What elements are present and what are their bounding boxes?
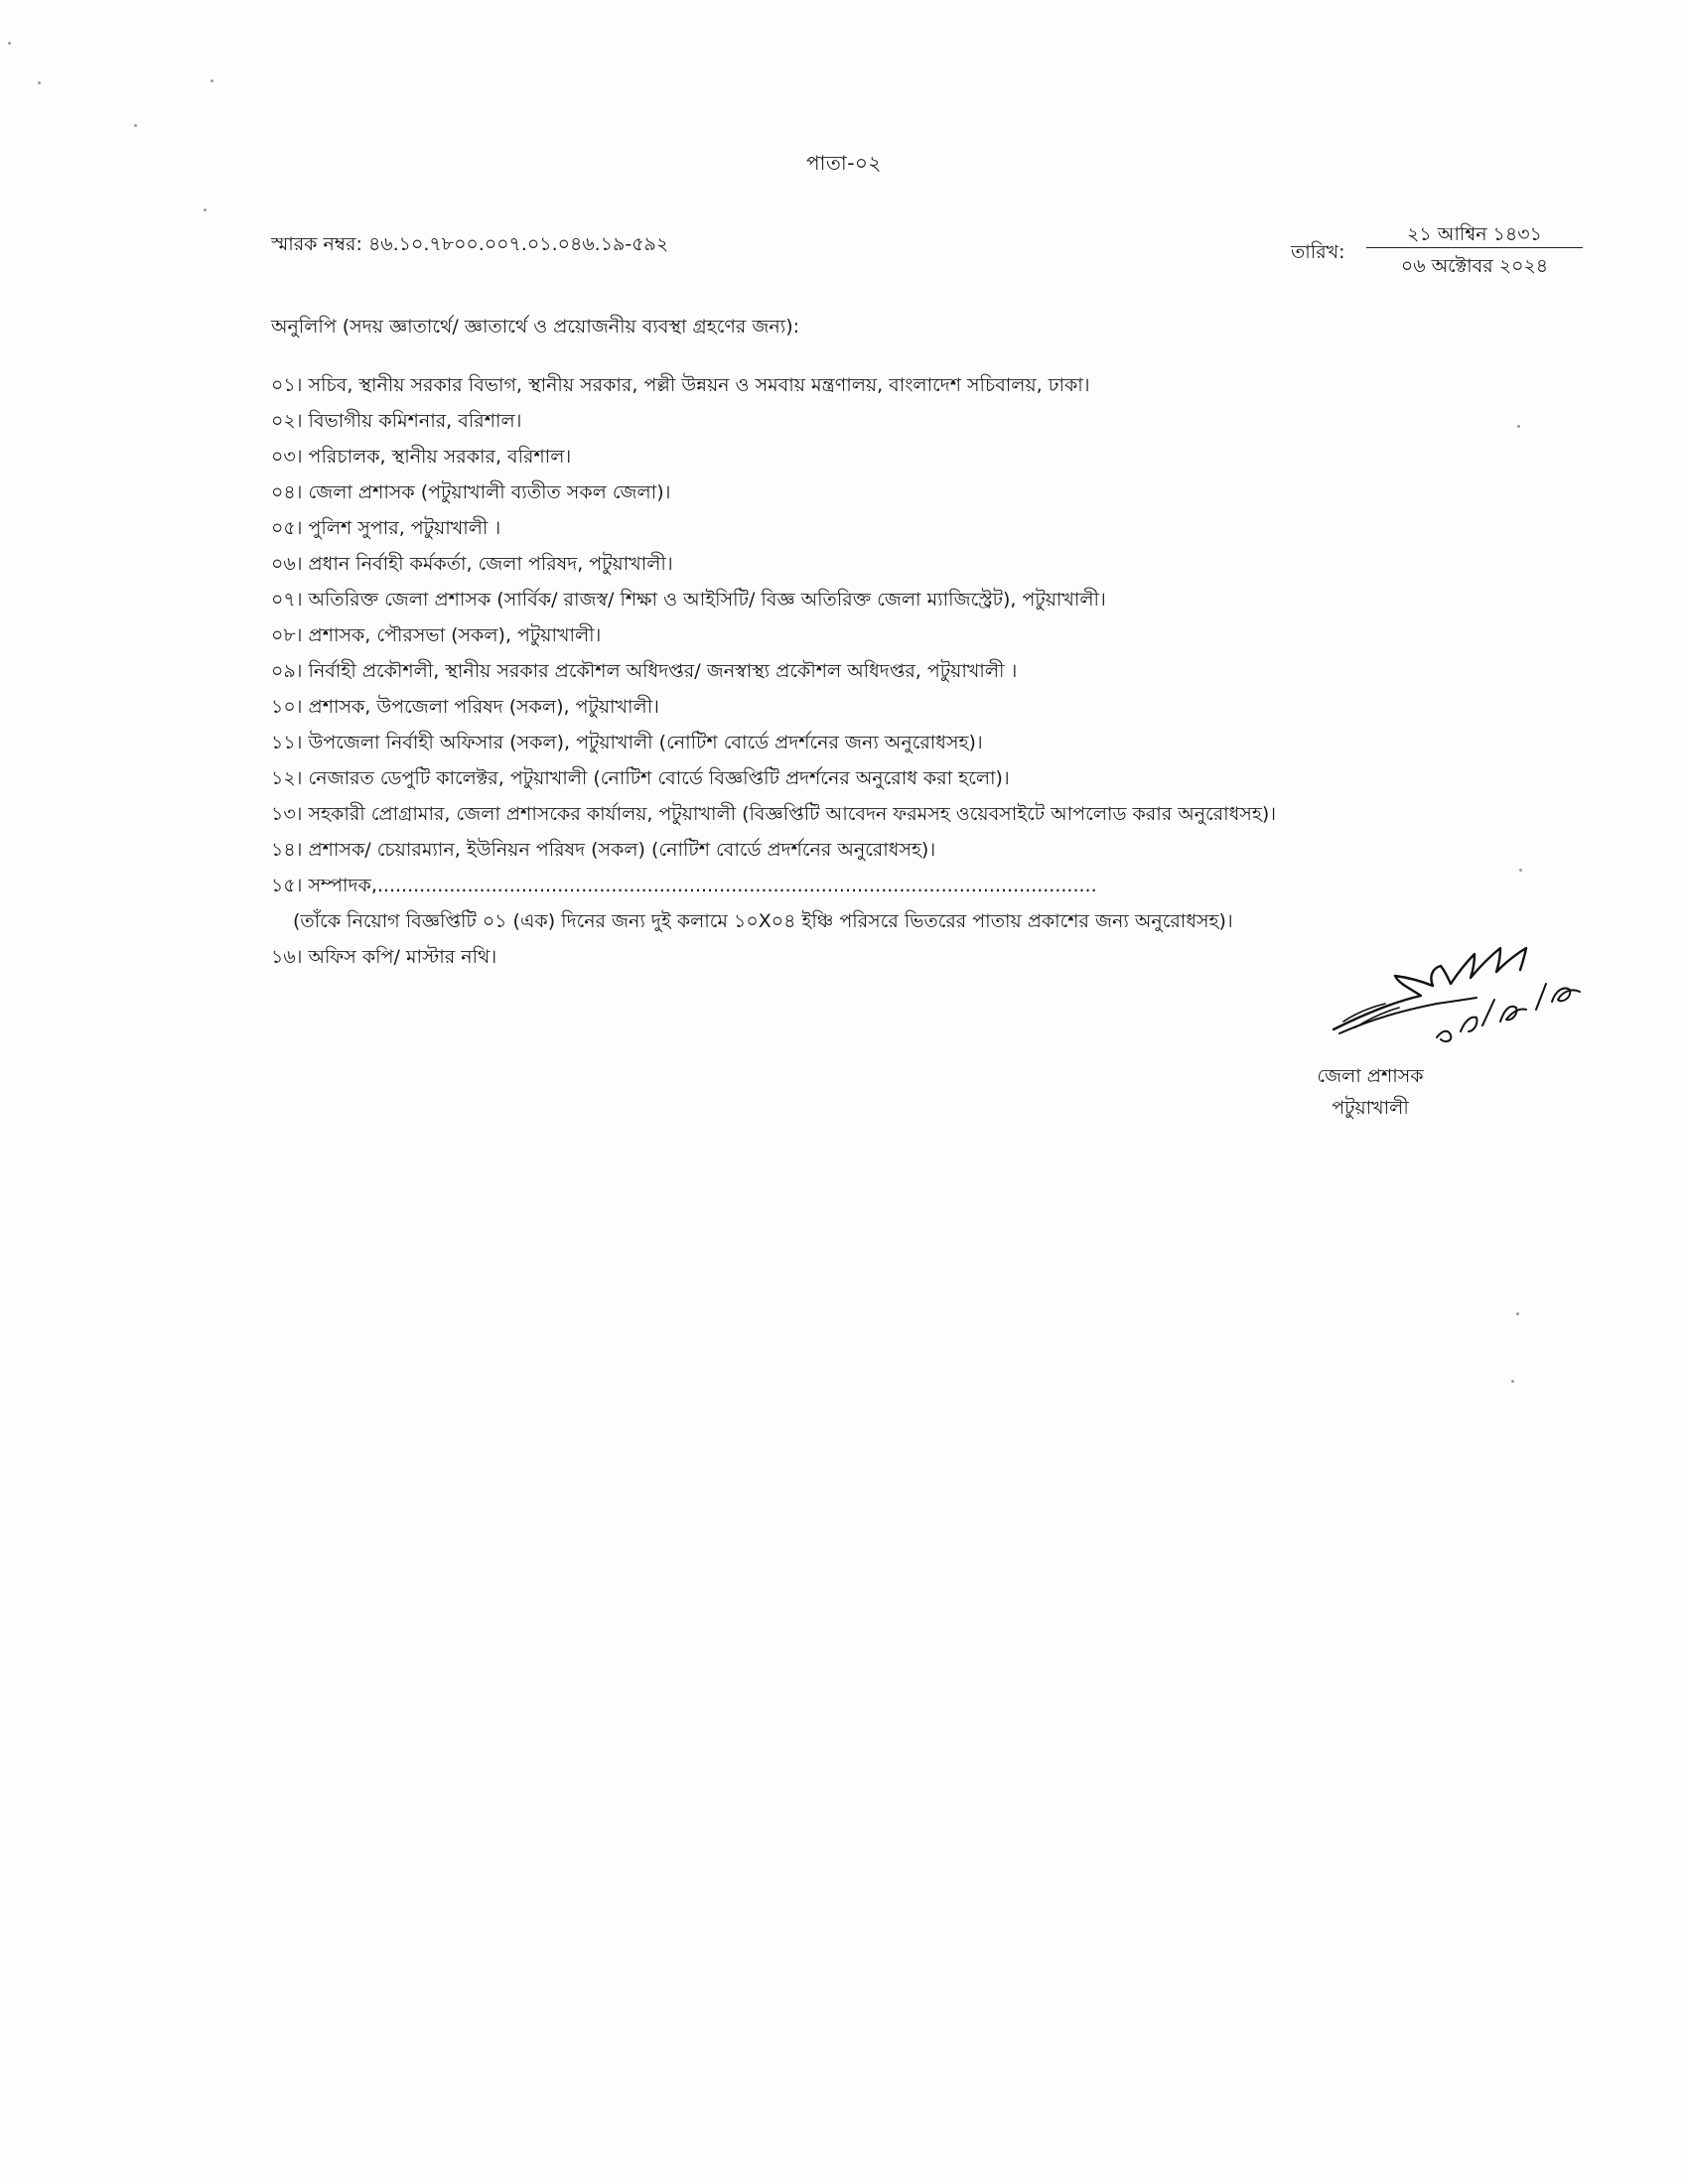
- signatory-designation: জেলা প্রশাসক: [1317, 1065, 1424, 1087]
- copy-recipient-item: ০৬। প্রধান নির্বাহী কর্মকর্তা, জেলা পরিষদ, পটুয়াখালী।: [271, 553, 673, 575]
- copy-recipient-item: ০৫। পুলিশ সুপার, পটুয়াখালী ।: [271, 517, 501, 539]
- copy-recipient-item: ০৪। জেলা প্রশাসক (পটুয়াখালী ব্যতীত সকল জেলা)।: [271, 481, 671, 503]
- copy-recipient-item: ০১। সচিব, স্থানীয় সরকার বিভাগ, স্থানীয় সরকার, পল্লী উন্নয়ন ও সমবায় মন্ত্রণালয়, বাংলাদেশ সচিবালয়, ঢাকা।: [271, 374, 1090, 396]
- scan-speck: [1517, 425, 1520, 428]
- memo-reference-number: স্মারক নম্বর: ৪৬.১০.৭৮০০.০০৭.০১.০৪৬.১৯-৫৯২: [271, 233, 669, 255]
- copy-recipient-item: ০২। বিভাগীয় কমিশনার, বরিশাল।: [271, 410, 522, 432]
- signatory-block: [1291, 1060, 1450, 1124]
- date-bangla-calendar: ২১ আশ্বিন ১৪৩১: [1407, 223, 1542, 245]
- copy-list-heading: অনুলিপি (সদয় জ্ঞাতার্থে/ জ্ঞাতার্থে ও প্রয়োজনীয় ব্যবস্থা গ্রহণের জন্য):: [271, 316, 800, 338]
- copy-recipient-item: ০৭। অতিরিক্ত জেলা প্রশাসক (সার্বিক/ রাজস্ব/ শিক্ষা ও আইসিটি/ বিজ্ঞ অতিরিক্ত জেলা ম্যাজিস্ট্রেট), পটুয়াখালী।: [271, 589, 1106, 611]
- scan-speck: [211, 79, 213, 82]
- copy-recipient-item: ১৪। প্রশাসক/ চেয়ারম্যান, ইউনিয়ন পরিষদ (সকল) (নোটিশ বোর্ডে প্রদর্শনের অনুরোধসহ)।: [271, 839, 936, 861]
- signatory-district: পটুয়াখালী: [1332, 1097, 1409, 1119]
- handwritten-signature: [1326, 918, 1594, 1047]
- copy-recipient-item: ১৬। অফিস কপি/ মাস্টার নথি।: [271, 946, 497, 968]
- page-number: পাতা-০২: [806, 151, 882, 175]
- copy-recipient-item: ১২। নেজারত ডেপুটি কালেক্টর, পটুয়াখালী (নোটিশ বোর্ডে বিজ্ঞপ্তিটি প্রদর্শনের অনুরোধ করা হলো)।: [271, 767, 1010, 789]
- memo-date: [1291, 220, 1589, 280]
- copy-recipient-item: ১১। উপজেলা নির্বাহী অফিসার (সকল), পটুয়াখালী (নোটিশ বোর্ডে প্রদর্শনের জন্য অনুরোধসহ)।: [271, 732, 983, 753]
- copy-recipient-item: ১০। প্রশাসক, উপজেলা পরিষদ (সকল), পটুয়াখালী।: [271, 696, 659, 718]
- copy-recipient-list: [271, 367, 1562, 975]
- scan-speck: [8, 42, 11, 45]
- scan-speck: [1516, 1312, 1519, 1315]
- scan-speck: [38, 81, 41, 84]
- copy-recipient-item: ০৮। প্রশাসক, পৌরসভা (সকল), পটুয়াখালী।: [271, 624, 602, 646]
- scan-speck: [1511, 1380, 1514, 1383]
- date-gregorian-calendar: ০৬ অক্টোবর ২০২৪: [1400, 255, 1549, 277]
- scan-speck: [134, 124, 137, 127]
- date-divider: [1366, 247, 1583, 248]
- copy-recipient-item: ১৫। সম্পাদক,........................................................................................................................: [271, 875, 1097, 896]
- copy-recipient-note: (তাঁকে নিয়োগ বিজ্ঞপ্তিটি ০১ (এক) দিনের জন্য দুই কলামে ১০X০৪ ইঞ্চি পরিসরে ভিতরের পাতায় প্রকাশের জন্য অনুরোধসহ)।: [293, 910, 1233, 932]
- copy-recipient-item: ১৩। সহকারী প্রোগ্রামার, জেলা প্রশাসকের কার্যালয়, পটুয়াখালী (বিজ্ঞপ্তিটি আবেদন ফরমসহ ওয়েবসাইটে আপলোড করার অনুরোধসহ)।: [271, 803, 1277, 825]
- copy-recipient-item: ০৩। পরিচালক, স্থানীয় সরকার, বরিশাল।: [271, 446, 572, 468]
- copy-recipient-item: ০৯। নির্বাহী প্রকৌশলী, স্থানীয় সরকার প্রকৌশল অধিদপ্তর/ জনস্বাস্থ্য প্রকৌশল অধিদপ্তর, পটুয়াখালী ।: [271, 660, 1018, 682]
- scan-speck: [204, 208, 207, 211]
- scan-speck: [1519, 869, 1522, 872]
- date-label: তারিখ:: [1291, 241, 1345, 263]
